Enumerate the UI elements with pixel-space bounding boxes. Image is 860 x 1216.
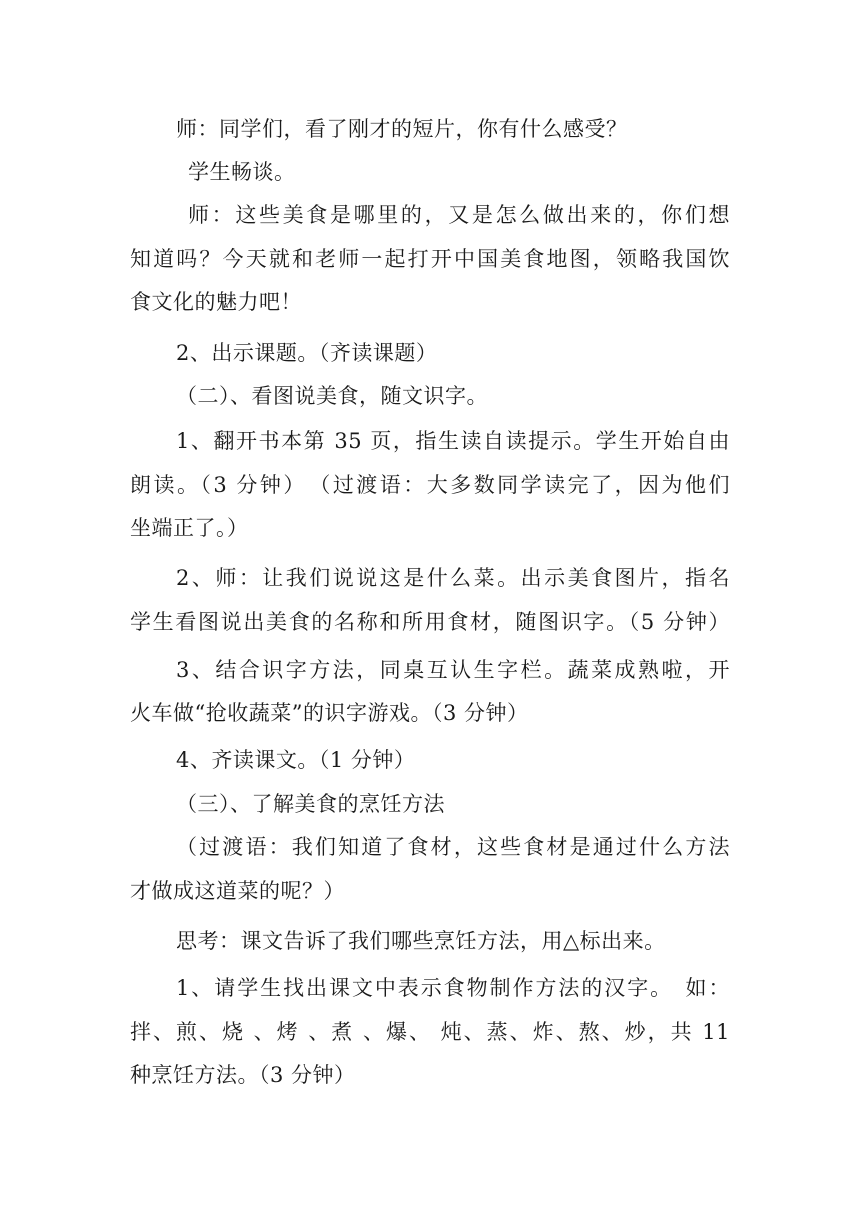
text-line: 思考：课文告诉了我们哪些烹饪方法，用△标出来。 (176, 929, 666, 953)
text-line: 学生畅谈。 (188, 160, 296, 184)
text-line: 知道吗？今天就和老师一起打开中国美食地图，领略我国饮 (130, 247, 730, 271)
text-line: （过渡语：我们知道了食材，这些食材是通过什么方法 (176, 835, 730, 859)
text-line: 学生看图说出美食的名称和所用食材，随图识字。（5 分钟） (130, 610, 730, 634)
text-line: 师：同学们，看了刚才的短片，你有什么感受？ (176, 117, 628, 141)
text-line: 2、出示课题。（齐读课题） (176, 341, 438, 365)
text-line: 3、结合识字方法，同桌互认生字栏。蔬菜成熟啦，开 (176, 658, 730, 682)
text-line: 坐端正了。） (130, 516, 249, 540)
text-line: 拌、煎、烧 、烤 、煮 、爆、 炖、蒸、炸、熬、炒，共 11 (130, 1020, 730, 1044)
text-line: 1、请学生找出课文中表示食物制作方法的汉字。 如： (176, 976, 730, 1000)
text-line: 2、师：让我们说说这是什么菜。出示美食图片，指名 (176, 566, 730, 590)
text-line: 种烹饪方法。（3 分钟） (130, 1063, 356, 1087)
text-line: 才做成这道菜的呢？） (130, 879, 345, 903)
text-line: 1、翻开书本第 35 页，指生读自读提示。学生开始自由 (176, 429, 730, 453)
text-line: 食文化的魅力吧！ (130, 290, 302, 314)
text-line: 火车做“抢收蔬菜”的识字游戏。（3 分钟） (130, 701, 529, 725)
text-line: 4、齐读课文。（1 分钟） (176, 748, 416, 772)
section-heading: （三）、了解美食的烹饪方法 (176, 792, 445, 816)
text-line: 师：这些美食是哪里的，又是怎么做出来的，你们想 (188, 203, 730, 227)
section-heading: （二）、看图说美食，随文识字。 (176, 384, 488, 408)
text-line: 朗读。（3 分钟） （过渡语：大多数同学读完了，因为他们 (130, 473, 730, 497)
